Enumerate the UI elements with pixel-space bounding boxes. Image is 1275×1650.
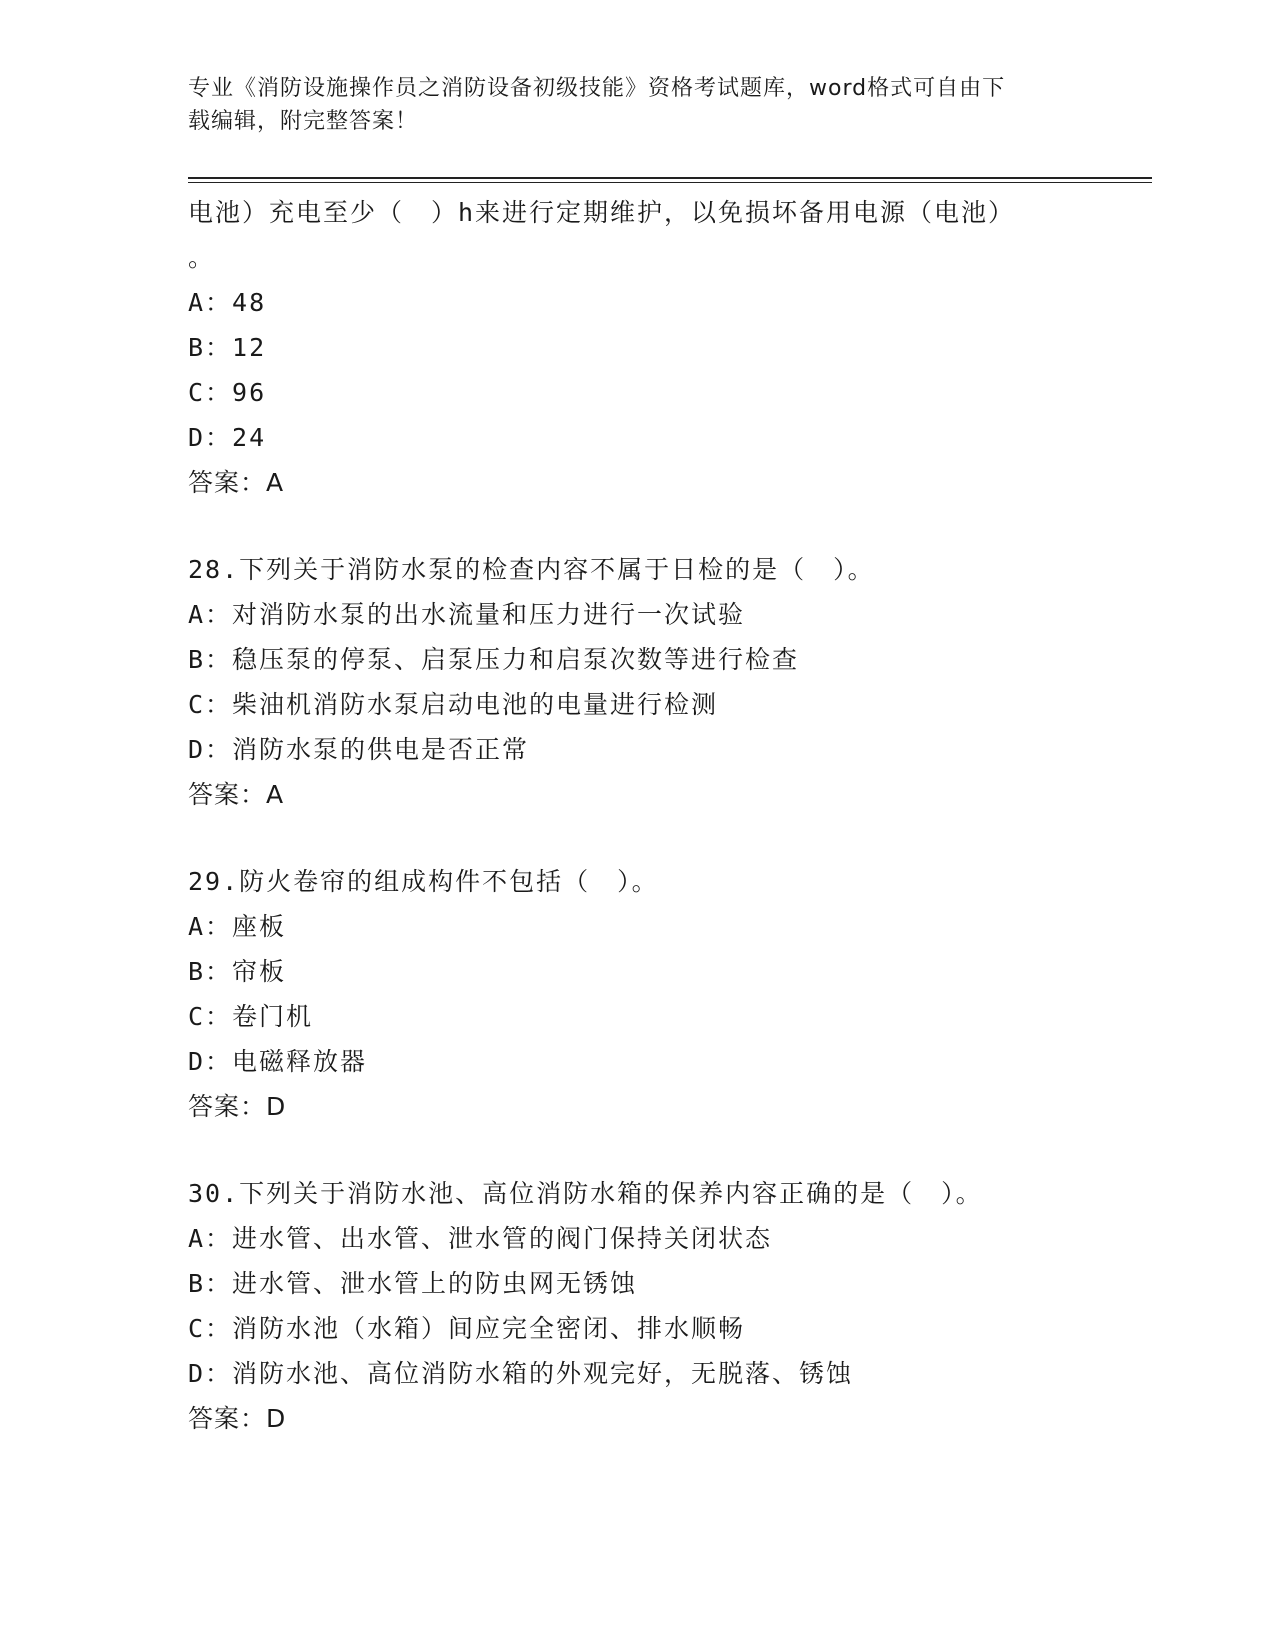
question-spacer <box>188 817 1152 859</box>
option-a: A：座板 <box>188 912 287 941</box>
option-d: D：24 <box>188 423 267 452</box>
header-line-1: 专业《消防设施操作员之消防设备初级技能》资格考试题库，word格式可自由下 <box>188 76 1006 101</box>
question-text: 30.下列关于消防水池、高位消防水箱的保养内容正确的是（ ）。 <box>188 1179 983 1208</box>
answer-line: 答案：D <box>188 1404 287 1433</box>
option-a: A：对消防水泵的出水流量和压力进行一次试验 <box>188 600 746 629</box>
option-c: C：柴油机消防水泵启动电池的电量进行检测 <box>188 690 719 719</box>
answer-line: 答案：A <box>188 468 285 497</box>
option-b: B：12 <box>188 333 267 362</box>
header-divider-thick <box>188 177 1152 179</box>
question-spacer <box>188 1129 1152 1171</box>
header-line-2: 载编辑，附完整答案！ <box>188 109 419 134</box>
question-continued <box>188 190 1152 505</box>
option-c: C：96 <box>188 378 267 407</box>
option-b: B：帘板 <box>188 957 287 986</box>
question-list <box>188 190 1152 1441</box>
question-text: 29.防火卷帘的组成构件不包括（ ）。 <box>188 867 659 896</box>
question-text: 电池）充电至少（ ）h来进行定期维护，以免损坏备用电源（电池） <box>188 198 1016 227</box>
option-d: D：消防水泵的供电是否正常 <box>188 735 530 764</box>
answer-line: 答案：D <box>188 1092 287 1121</box>
document-header <box>188 72 1068 138</box>
question-text: 28.下列关于消防水泵的检查内容不属于日检的是（ ）。 <box>188 555 875 584</box>
question-28 <box>188 547 1152 817</box>
option-b: B：进水管、泄水管上的防虫网无锈蚀 <box>188 1269 638 1298</box>
option-b: B：稳压泵的停泵、启泵压力和启泵次数等进行检查 <box>188 645 800 674</box>
question-spacer <box>188 505 1152 547</box>
answer-line: 答案：A <box>188 780 285 809</box>
question-29 <box>188 859 1152 1129</box>
option-a: A：进水管、出水管、泄水管的阀门保持关闭状态 <box>188 1224 773 1253</box>
option-c: C：消防水池（水箱）间应完全密闭、排水顺畅 <box>188 1314 746 1343</box>
question-text-tail: 。 <box>188 243 216 272</box>
option-c: C：卷门机 <box>188 1002 314 1031</box>
header-divider-thin <box>188 182 1152 183</box>
option-d: D：消防水池、高位消防水箱的外观完好，无脱落、锈蚀 <box>188 1359 854 1388</box>
option-d: D：电磁释放器 <box>188 1047 368 1076</box>
option-a: A：48 <box>188 288 267 317</box>
question-30 <box>188 1171 1152 1441</box>
